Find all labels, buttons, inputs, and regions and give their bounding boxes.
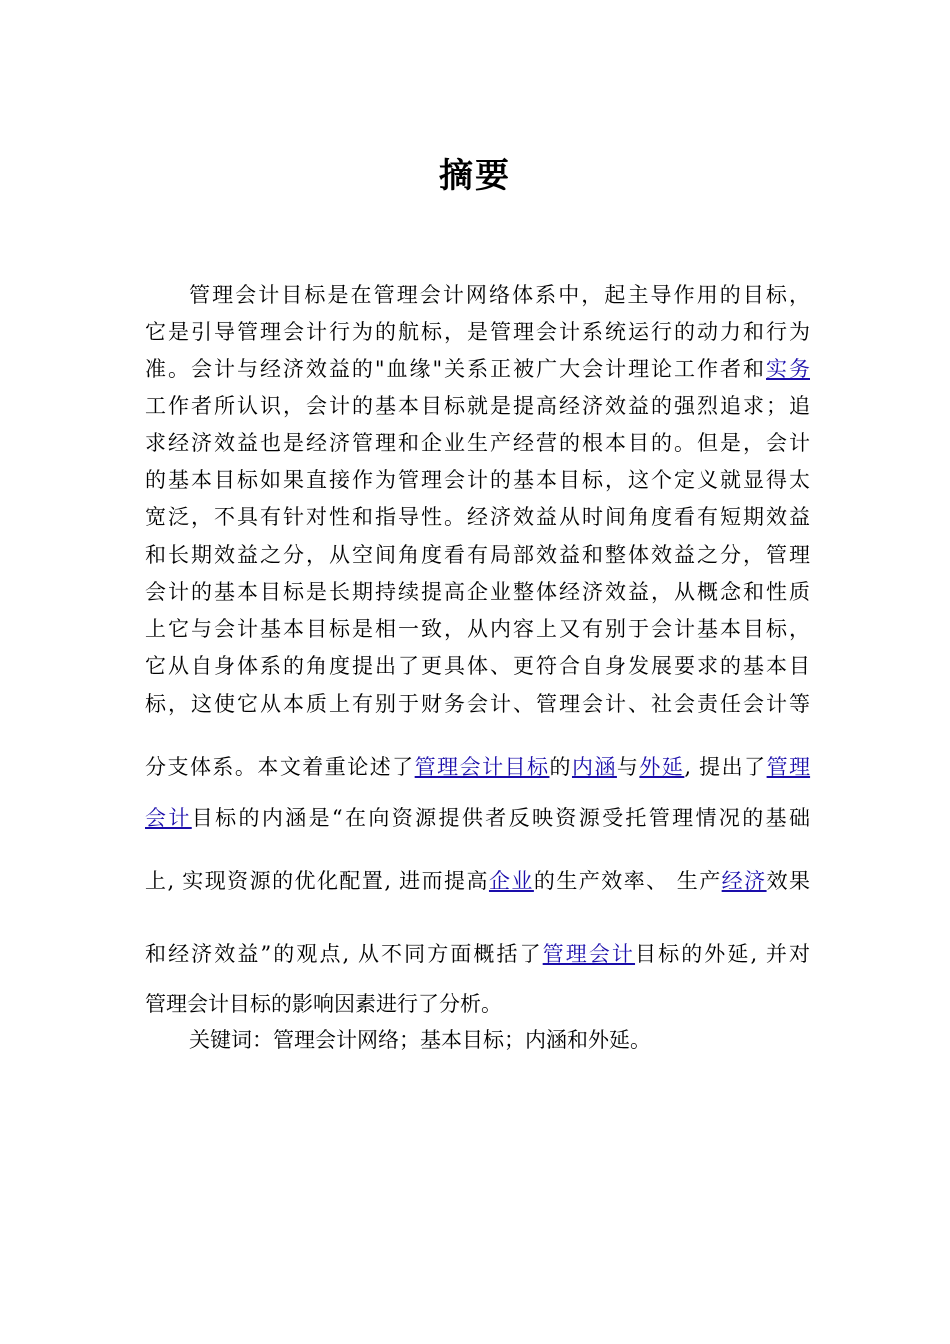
link-guanli[interactable]: 管理 xyxy=(766,755,811,779)
abstract-text: 准。会计与经济效益的"血缘"关系正被广大会计理论工作者和 xyxy=(145,357,766,381)
abstract-line: 和长期效益之分，从空间角度看有局部效益和整体效益之分，管理 xyxy=(145,543,810,567)
abstract-line xyxy=(145,803,810,833)
abstract-line: 标，这使它从本质上有别于财务会计、管理会计、社会责任会计等 xyxy=(145,692,810,716)
abstract-line: 工作者所认识，会计的基本目标就是提高经济效益的强烈追求；追 xyxy=(145,394,810,418)
abstract-line: 上它与会计基本目标是相一致，从内容上又有别于会计基本目标， xyxy=(145,617,810,641)
link-guanli-kuaiji[interactable]: 管理会计 xyxy=(542,942,636,966)
abstract-text: 分支体系。本文着重论述了 xyxy=(145,755,415,779)
link-shiwu[interactable]: 实务 xyxy=(766,357,810,381)
abstract-line xyxy=(145,752,810,782)
abstract-text: 效果 xyxy=(766,869,811,893)
abstract-line: 它是引导管理会计行为的航标，是管理会计系统运行的动力和行为 xyxy=(145,320,810,344)
abstract-line: 管理会计目标是在管理会计网络体系中，起主导作用的目标， xyxy=(189,283,810,307)
abstract-text: 上, 实现资源的优化配置, 进而提高 xyxy=(145,869,489,893)
page-title: 摘要 xyxy=(439,156,511,196)
abstract-line xyxy=(145,866,810,896)
abstract-line: 管理会计目标的影响因素进行了分析。 xyxy=(145,992,502,1016)
abstract-text: 目标的外延, 并对 xyxy=(635,942,810,966)
keywords-line: 关键词：管理会计网络；基本目标；内涵和外延。 xyxy=(189,1028,651,1052)
abstract-text: 与 xyxy=(616,755,640,779)
link-kuaiji[interactable]: 会计 xyxy=(145,806,192,830)
link-waiyan[interactable]: 外延 xyxy=(639,755,685,779)
abstract-line xyxy=(145,354,810,384)
abstract-line: 宽泛，不具有针对性和指导性。经济效益从时间角度看有短期效益 xyxy=(145,505,810,529)
abstract-line: 求经济效益也是经济管理和企业生产经营的根本目的。但是，会计 xyxy=(145,431,810,455)
abstract-text: 的 xyxy=(549,755,572,779)
abstract-text: , 提出了 xyxy=(684,755,767,779)
abstract-line xyxy=(145,939,810,969)
abstract-line: 的基本目标如果直接作为管理会计的基本目标，这个定义就显得太 xyxy=(145,468,810,492)
link-guanli-kuaiji-mubiao[interactable]: 管理会计目标 xyxy=(414,755,550,779)
link-qiye[interactable]: 企业 xyxy=(488,869,534,893)
abstract-text: 目标的内涵是“在向资源提供者反映资源受托管理情况的基础 xyxy=(191,806,811,830)
abstract-text: 的生产效率、 生产 xyxy=(533,869,722,893)
abstract-line: 会计的基本目标是长期持续提高企业整体经济效益，从概念和性质 xyxy=(145,580,810,604)
abstract-text: 和经济效益”的观点, 从不同方面概括了 xyxy=(145,942,543,966)
abstract-line: 它从自身体系的角度提出了更具体、更符合自身发展要求的基本目 xyxy=(145,654,810,678)
link-neihan[interactable]: 内涵 xyxy=(571,755,617,779)
link-jingji[interactable]: 经济 xyxy=(721,869,767,893)
